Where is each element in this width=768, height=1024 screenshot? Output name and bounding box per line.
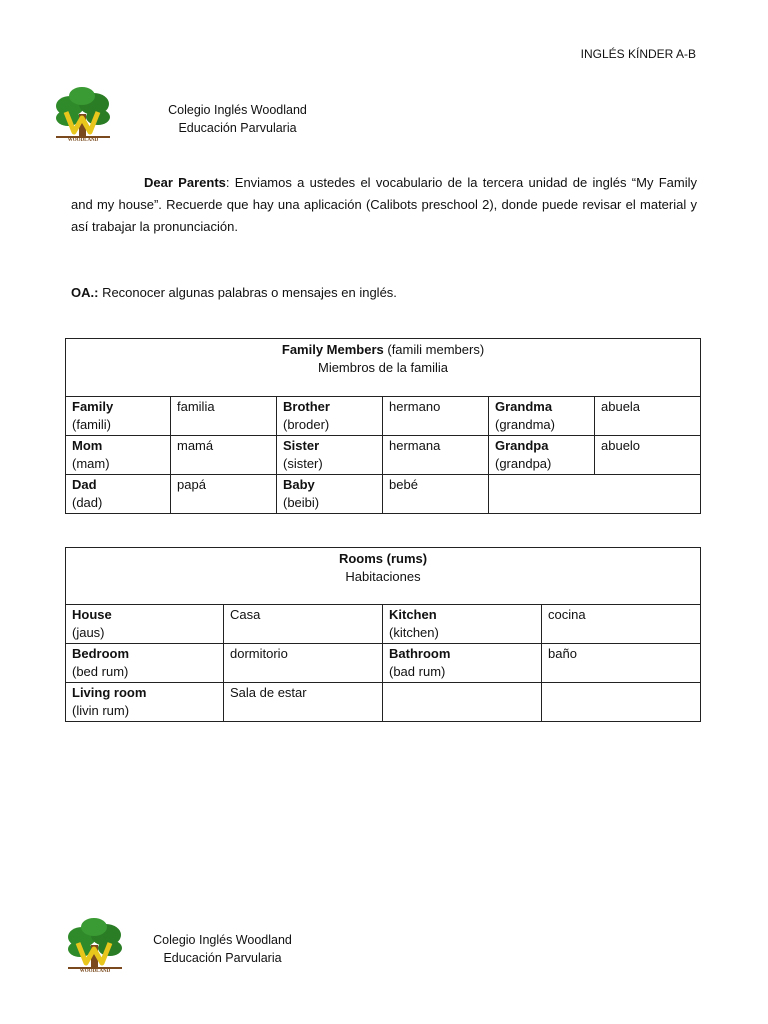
logo-text: WOODLAND [67, 138, 99, 143]
vocab-cell [489, 397, 595, 436]
vocab-cell [277, 475, 383, 514]
vocab-word: Kitchen [389, 607, 437, 622]
table-title-bold: Rooms (rums) [338, 551, 428, 566]
school-department: Educación Parvularia [163, 951, 282, 965]
vocab-pron: (beibi) [283, 495, 320, 510]
vocab-word: Baby [283, 477, 315, 492]
vocab-word: Grandpa [495, 438, 549, 453]
school-name: Colegio Inglés Woodland [168, 103, 307, 117]
vocab-cell [66, 397, 171, 436]
table-row [66, 644, 701, 683]
vocab-pron: (famili) [72, 417, 111, 432]
empty-cell [383, 683, 542, 722]
logo-text: WOODLAND [79, 969, 111, 974]
course-label: INGLÉS KÍNDER A-B [580, 47, 696, 61]
vocab-cell [66, 605, 224, 644]
table-row [66, 475, 701, 514]
vocab-cell [383, 605, 542, 644]
meaning-cell: cocina [542, 605, 701, 644]
vocab-cell [66, 644, 224, 683]
vocab-word: Living room [72, 685, 147, 700]
vocab-cell [489, 436, 595, 475]
table-row [66, 683, 701, 722]
meaning-cell: Casa [224, 605, 383, 644]
empty-cell [489, 475, 701, 514]
meaning-cell: abuela [595, 397, 701, 436]
vocab-cell [383, 644, 542, 683]
table-row [66, 605, 701, 644]
vocab-word: Family [72, 399, 114, 414]
table-title-pron: (famili members) [383, 342, 485, 357]
table-title-bold: Family Members [281, 342, 384, 357]
school-logo-footer [64, 917, 126, 979]
vocab-word: Sister [283, 438, 320, 453]
vocab-pron: (bad rum) [389, 664, 446, 679]
vocab-word: Brother [283, 399, 330, 414]
school-name: Colegio Inglés Woodland [153, 933, 292, 947]
meaning-cell: abuelo [595, 436, 701, 475]
family-members-table [65, 338, 701, 514]
vocab-word: Bedroom [72, 646, 130, 661]
meaning-cell: hermana [383, 436, 489, 475]
empty-cell [542, 683, 701, 722]
vocab-cell [66, 475, 171, 514]
meaning-cell: mamá [171, 436, 277, 475]
table-subtitle: Miembros de la familia [317, 360, 449, 375]
vocab-cell [277, 436, 383, 475]
meaning-cell: dormitorio [224, 644, 383, 683]
vocab-pron: (livin rum) [72, 703, 130, 718]
meaning-cell: Sala de estar [224, 683, 383, 722]
vocab-cell [66, 436, 171, 475]
school-logo [52, 86, 114, 148]
vocab-pron: (jaus) [72, 625, 105, 640]
objective-text: Reconocer algunas palabras o mensajes en inglés. [98, 285, 397, 300]
vocab-pron: (kitchen) [389, 625, 439, 640]
meaning-cell: baño [542, 644, 701, 683]
vocab-word: House [72, 607, 112, 622]
table-title [66, 548, 701, 605]
table-subtitle: Habitaciones [345, 569, 421, 584]
school-heading-top [160, 101, 315, 137]
vocab-pron: (bed rum) [72, 664, 129, 679]
vocab-pron: (broder) [283, 417, 330, 432]
vocab-pron: (grandpa) [495, 456, 552, 471]
meaning-cell: familia [171, 397, 277, 436]
school-department: Educación Parvularia [178, 121, 297, 135]
objective-label: OA.: [71, 285, 99, 300]
rooms-table [65, 547, 701, 722]
greeting: Dear Parents [144, 175, 226, 190]
school-heading-footer [145, 931, 300, 967]
meaning-cell: bebé [383, 475, 489, 514]
vocab-word: Mom [72, 438, 103, 453]
vocab-cell [277, 397, 383, 436]
vocab-cell [66, 683, 224, 722]
vocab-pron: (dad) [72, 495, 103, 510]
vocab-pron: (mam) [72, 456, 110, 471]
table-row [66, 397, 701, 436]
vocab-pron: (grandma) [495, 417, 555, 432]
vocab-word: Dad [72, 477, 97, 492]
meaning-cell: hermano [383, 397, 489, 436]
intro-paragraph [71, 172, 697, 238]
meaning-cell: papá [171, 475, 277, 514]
objective [71, 285, 397, 300]
vocab-word: Grandma [495, 399, 553, 414]
table-title [66, 339, 701, 397]
intro-text: : Enviamos a ustedes el vocabulario de la tercera unidad de inglés “My Family and my house”. Recuerde que hay una aplicación (Calibots preschool 2), donde puede revisar el material y así trabajar la pronunciación. [71, 175, 697, 234]
table-row [66, 436, 701, 475]
vocab-word: Bathroom [389, 646, 451, 661]
vocab-pron: (sister) [283, 456, 323, 471]
